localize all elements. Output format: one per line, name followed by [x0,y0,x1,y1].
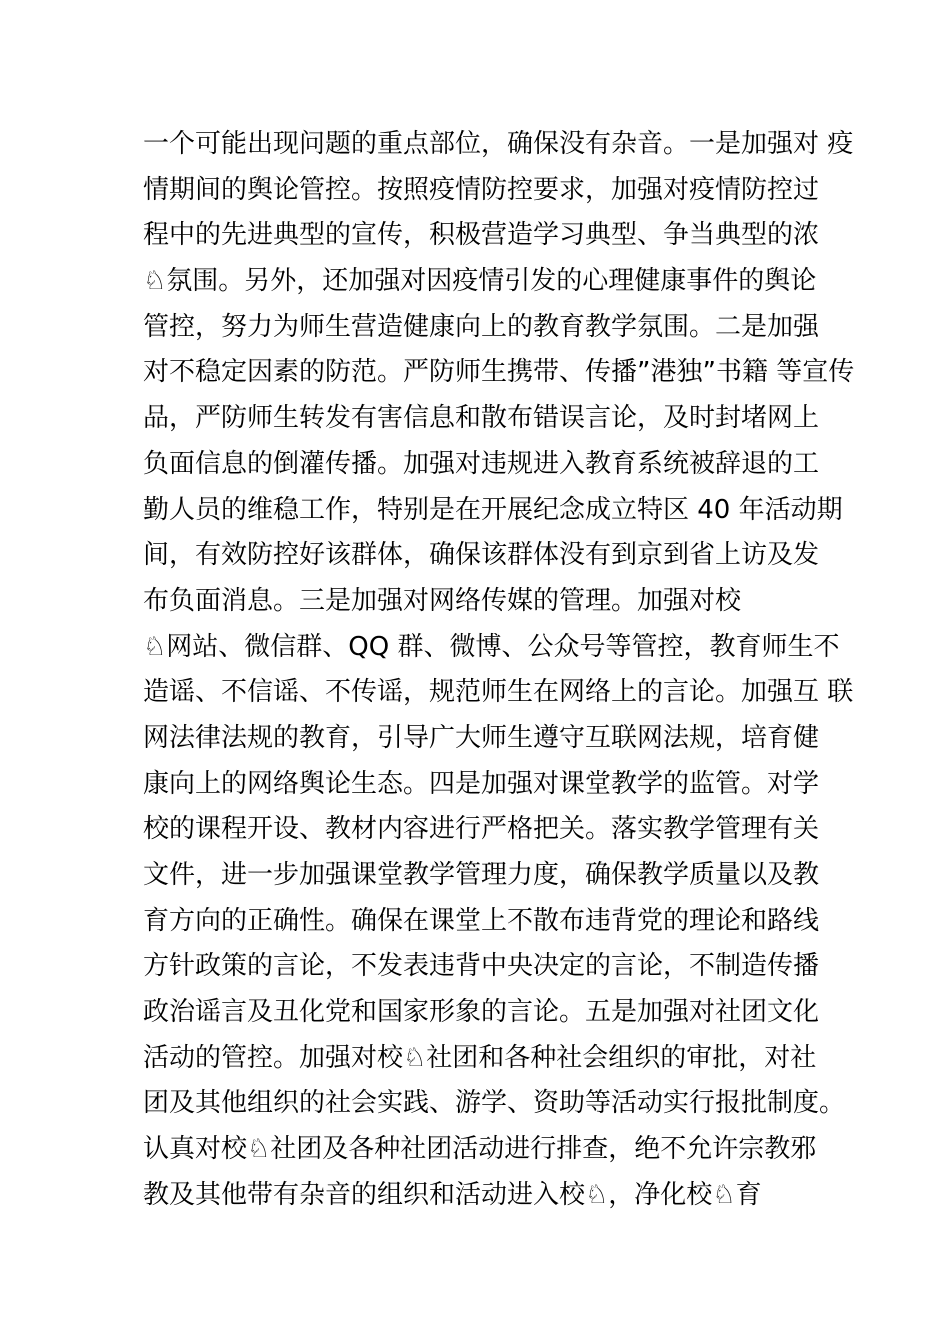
text-line: 布负面消息。三是加强对网络传媒的管理。加强对校 [143,585,742,616]
text-line: 文件，进一步加强课堂教学管理力度，确保教学质量以及教 [143,860,820,890]
body-text [143,122,855,1219]
text-line: 网法律法规的教育，引导广大师生遵守互联网法规，培育健 [143,722,820,753]
text-line: ♘网站、微信群、QQ 群、微博、公众号等管控，教育师生不 [143,631,840,662]
text-line: 活动的管控。加强对校♘社团和各种社会组织的审批，对社 [143,1042,817,1073]
text-line: 一个可能出现问题的重点部位，确保没有杂音。一是加强对 疫 [143,129,854,159]
text-line: 负面信息的倒灌传播。加强对违规进入教育系统被辞退的工 [143,448,820,479]
text-line: 育方向的正确性。确保在课堂上不散布违背党的理论和路线 [143,905,820,936]
text-line: 方针政策的言论，不发表违背中央决定的言论，不制造传播 [143,951,820,982]
text-line: 间，有效防控好该群体，确保该群体没有到京到省上访及发 [143,540,820,571]
text-line: 管控，努力为师生营造健康向上的教育教学氛围。二是加强 [143,311,820,342]
text-line: 团及其他组织的社会实践、游学、资助等活动实行报批制度。 [143,1088,846,1119]
text-line: 情期间的舆论管控。按照疫情防控要求，加强对疫情防控过 [143,174,820,205]
text-line: 勤人员的维稳工作，特别是在开展纪念成立特区 40 年活动期 [143,494,843,525]
text-line: 品，严防师生转发有害信息和散布错误言论，及时封堵网上 [143,403,820,434]
text-line: 康向上的网络舆论生态。四是加强对课堂教学的监管。对学 [143,768,820,799]
text-line: ♘氛围。另外，还加强对因疫情引发的心理健康事件的舆论 [143,266,817,297]
text-line: 校的课程开设、教材内容进行严格把关。落实教学管理有关 [143,814,820,845]
text-line: 程中的先进典型的宣传，积极营造学习典型、争当典型的浓 [143,220,820,251]
text-line: 造谣、不信谣、不传谣，规范师生在网络上的言论。加强互 联 [143,677,854,708]
text-line: 教及其他带有杂音的组织和活动进入校♘，净化校♘育 [143,1179,762,1210]
text-line: 认真对校♘社团及各种社团活动进行排查，绝不允许宗教邪 [143,1134,817,1165]
text-line: 政治谣言及丑化党和国家形象的言论。五是加强对社团文化 [143,997,820,1028]
text-line: 对不稳定因素的防范。严防师生携带、传播”港独”书籍 等宣传 [143,357,855,388]
